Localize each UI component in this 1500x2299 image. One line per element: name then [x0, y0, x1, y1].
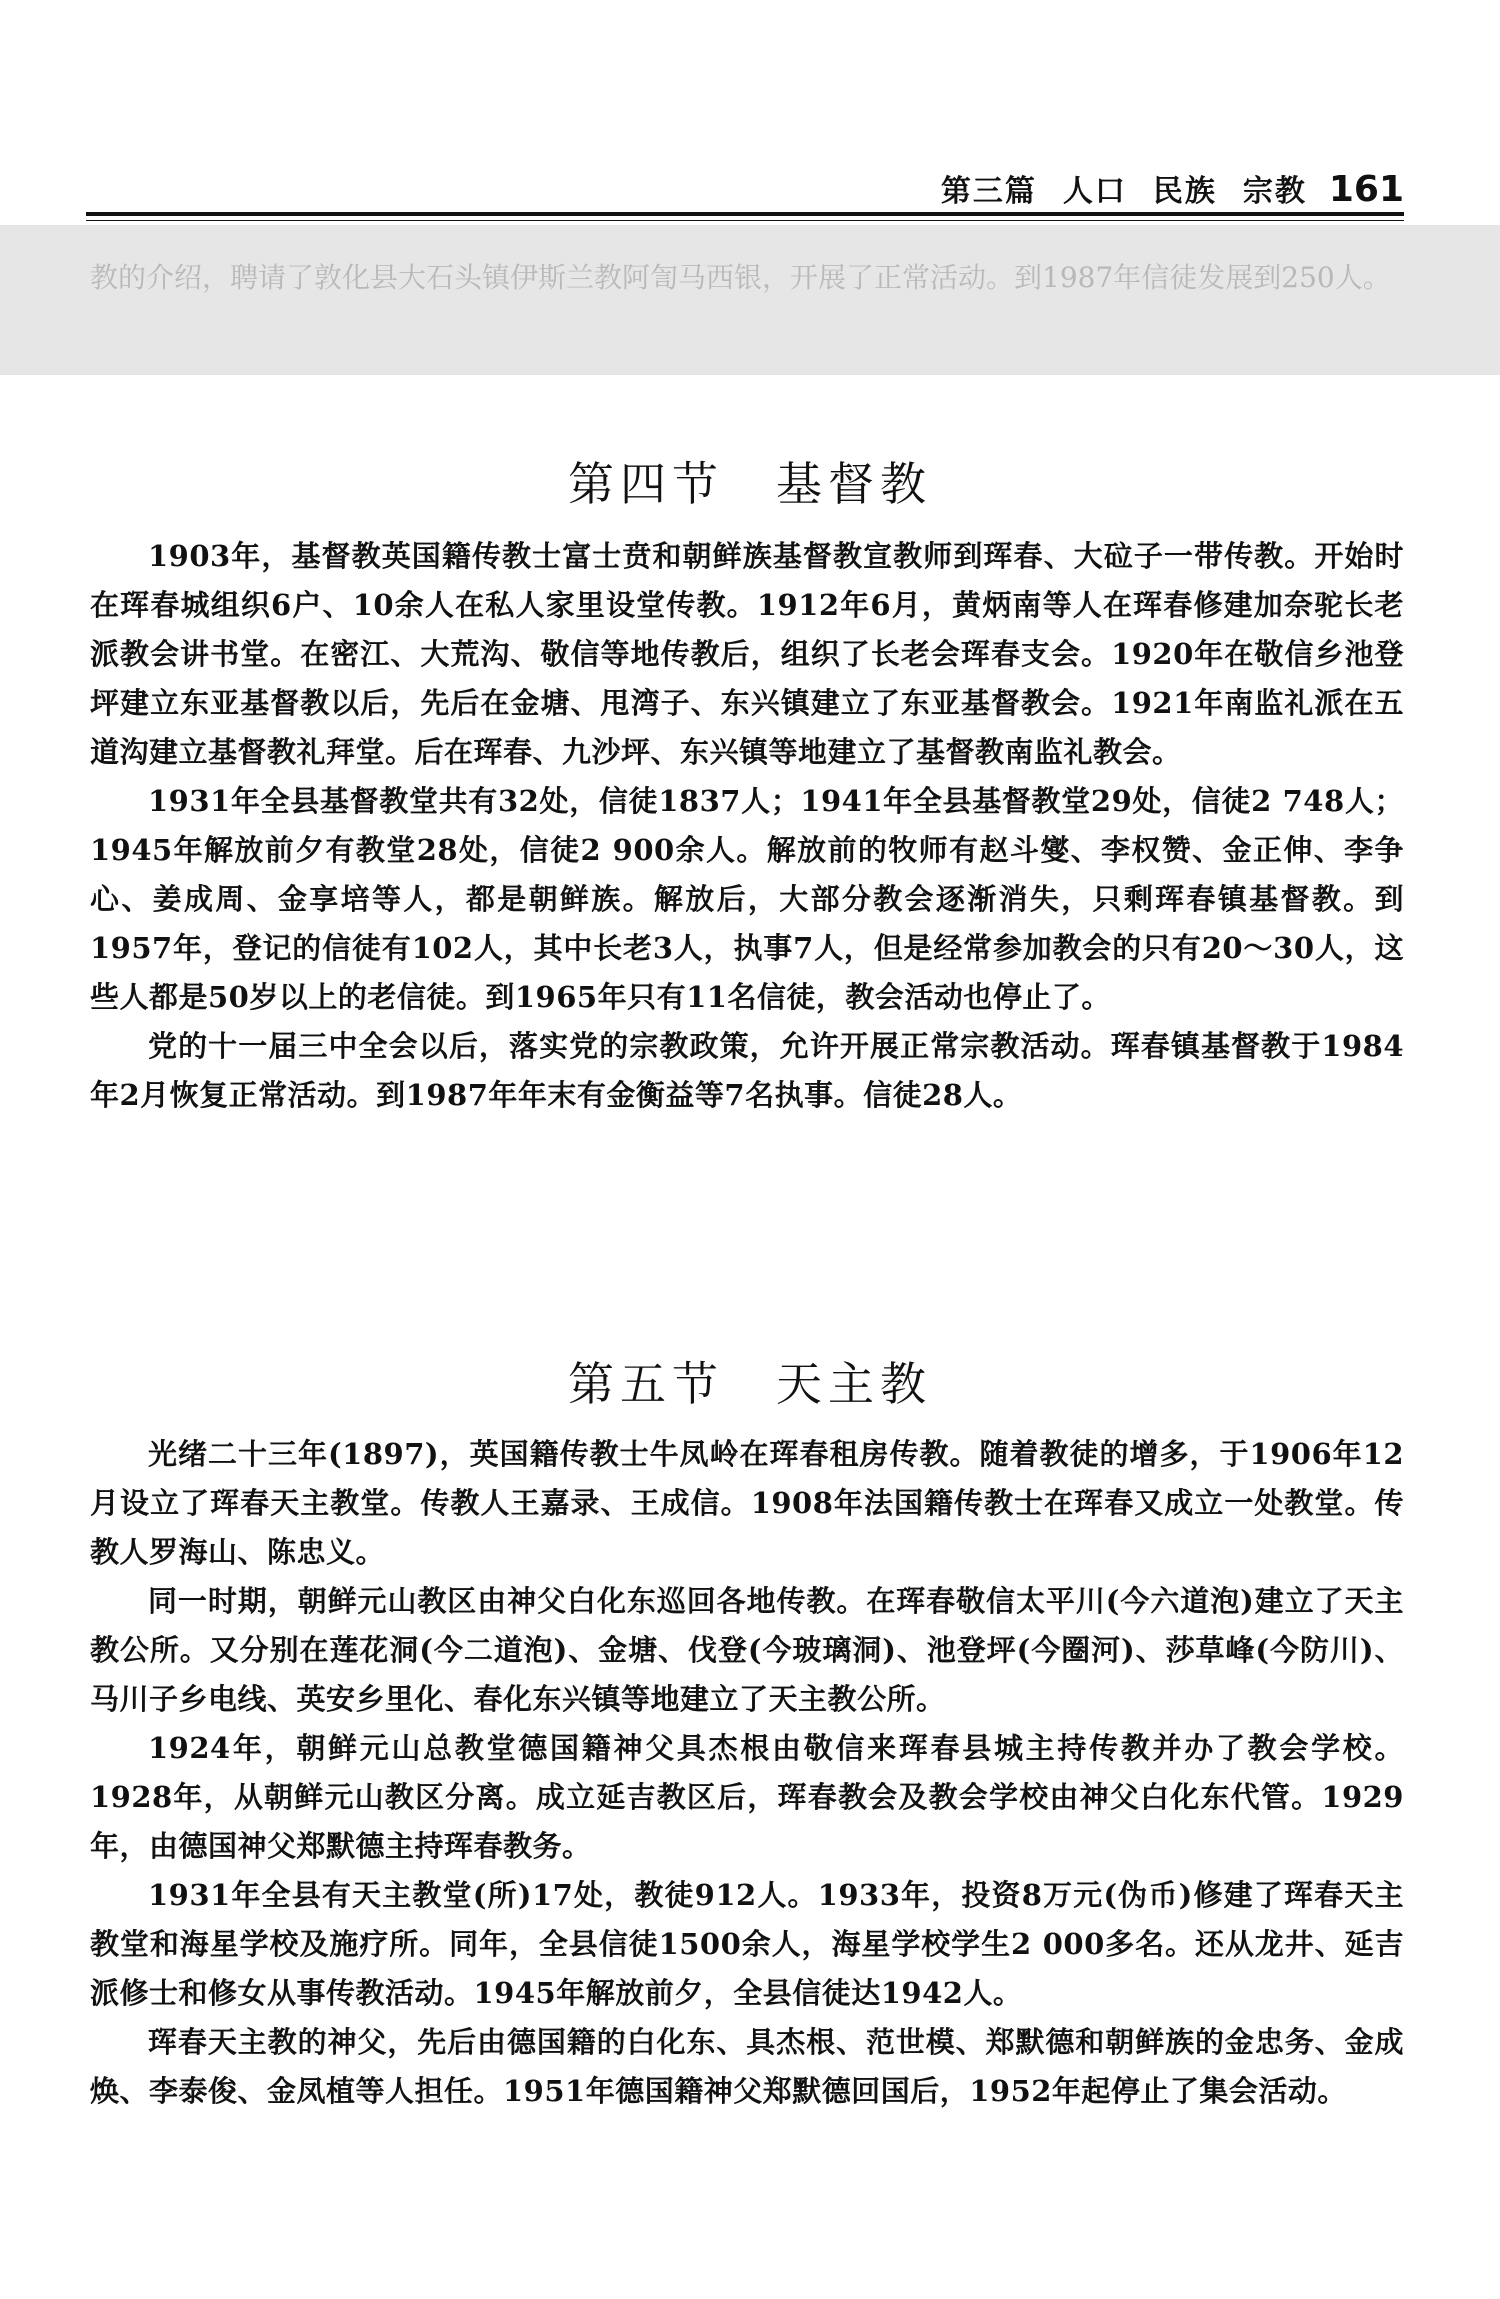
paragraph: 光绪二十三年(1897)，英国籍传教士牛凤岭在珲春租房传教。随着教徒的增多，于1906年12月设立了珲春天主教堂。传教人王嘉录、王成信。1908年法国籍传教士在珲春又成立一处教堂。传教人罗海山、陈忠义。 [90, 1437, 1404, 1569]
paragraph: 珲春天主教的神父，先后由德国籍的白化东、具杰根、范世模、郑默德和朝鲜族的金忠务、金成焕、李泰俊、金凤植等人担任。1951年德国籍神父郑默德回国后，1952年起停止了集会活动。 [90, 2025, 1404, 2108]
section-number: 第四节 [568, 457, 724, 512]
section-body [90, 1430, 1404, 2116]
carryover-band [0, 225, 1500, 375]
section-heading [0, 1348, 1500, 1414]
paragraph: 1931年全县有天主教堂(所)17处，教徒912人。1933年，投资8万元(伪币)修建了珲春天主教堂和海星学校及施疗所。同年，全县信徒1500余人，海星学校学生2 000多名。还从龙井、延吉派修士和修女从事传教活动。1945年解放前夕，全县信徒达1942人。 [90, 1878, 1404, 2010]
section-number: 第五节 [568, 1357, 724, 1412]
section-title: 基督教 [776, 457, 932, 512]
section-title: 天主教 [776, 1357, 932, 1412]
paragraph: 1931年全县基督教堂共有32处，信徒1837人；1941年全县基督教堂29处，信徒2 748人；1945年解放前夕有教堂28处，信徒2 900余人。解放前的牧师有赵斗燮、李权赞、金正伸、李争心、姜成周、金享培等人，都是朝鲜族。解放后，大部分教会逐渐消失，只剩珲春镇基督教。到1957年，登记的信徒有102人，其中长老3人，执事7人，但是经常参加教会的只有20～30人，这些人都是50岁以上的老信徒。到1965年只有11名信徒，教会活动也停止了。 [90, 784, 1404, 1014]
paragraph: 同一时期，朝鲜元山教区由神父白化东巡回各地传教。在珲春敬信太平川(今六道泡)建立了天主教公所。又分别在莲花洞(今二道泡)、金塘、伐登(今玻璃洞)、池登坪(今圈河)、莎草峰(今防川)、马川子乡电线、英安乡里化、春化东兴镇等地建立了天主教公所。 [90, 1584, 1404, 1716]
running-header [86, 160, 1404, 210]
carryover-paragraph: 教的介绍，聘请了敦化县大石头镇伊斯兰教阿訇马西银，开展了正常活动。到1987年信徒发展到250人。 [90, 261, 1391, 294]
header-topic: 宗教 [1242, 174, 1307, 209]
paragraph: 党的十一届三中全会以后，落实党的宗教政策，允许开展正常宗教活动。珲春镇基督教于1984年2月恢复正常活动。到1987年年末有金衡益等7名执事。信徒28人。 [90, 1029, 1404, 1112]
header-rule [86, 212, 1404, 216]
section-heading [0, 448, 1500, 514]
header-rule-thin [86, 220, 1404, 221]
section-body [90, 532, 1404, 1120]
part-label: 第三篇 [940, 174, 1037, 209]
header-topic: 人口 [1062, 174, 1127, 209]
header-topic: 民族 [1152, 174, 1217, 209]
paragraph: 1903年，基督教英国籍传教士富士贲和朝鲜族基督教宣教师到珲春、大砬子一带传教。开始时在珲春城组织6户、10余人在私人家里设堂传教。1912年6月，黄炳南等人在珲春修建加奈驼长老派教会讲书堂。在密江、大荒沟、敬信等地传教后，组织了长老会珲春支会。1920年在敬信乡池登坪建立东亚基督教以后，先后在金塘、甩湾子、东兴镇建立了东亚基督教会。1921年南监礼派在五道沟建立基督教礼拜堂。后在珲春、九沙坪、东兴镇等地建立了基督教南监礼教会。 [90, 539, 1404, 769]
page-number: 161 [1328, 169, 1404, 210]
paragraph: 1924年，朝鲜元山总教堂德国籍神父具杰根由敬信来珲春县城主持传教并办了教会学校。1928年，从朝鲜元山教区分离。成立延吉教区后，珲春教会及教会学校由神父白化东代管。1929年，由德国神父郑默德主持珲春教务。 [90, 1731, 1404, 1863]
